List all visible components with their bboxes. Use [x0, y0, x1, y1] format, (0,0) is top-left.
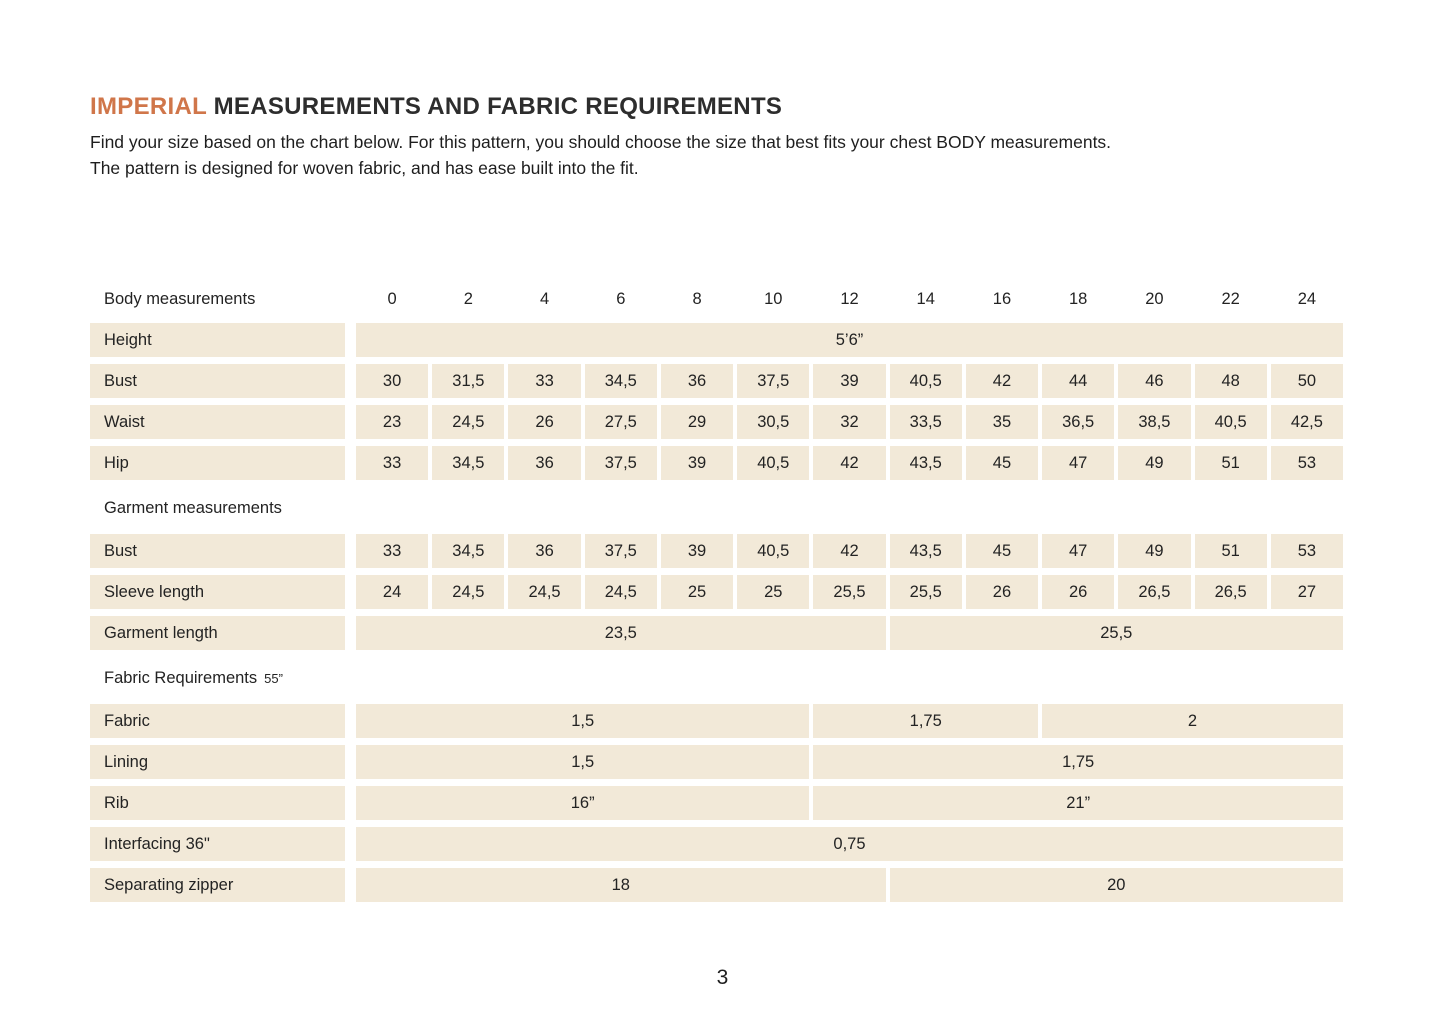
value-cell: 37,5: [737, 364, 809, 398]
value-cell: 33: [508, 364, 580, 398]
intro-line-1: Find your size based on the chart below. For this pattern, you should choose the size that best fits your chest BODY measurements.: [90, 132, 1112, 152]
value-cell: 1,75: [813, 745, 1343, 779]
value-cell: 44: [1042, 364, 1114, 398]
value-cell: 1,75: [813, 704, 1038, 738]
value-cell: 42: [813, 446, 885, 480]
value-cell: 45: [966, 446, 1038, 480]
size-column-header: 22: [1221, 289, 1240, 308]
value-cell: 25,5: [890, 616, 1343, 650]
value-cell: 49: [1118, 534, 1190, 568]
value-cell: 25: [737, 575, 809, 609]
size-chart-table: [90, 282, 1343, 902]
value-cell: 20: [890, 868, 1343, 902]
size-column-header: 16: [992, 289, 1012, 308]
value-cell: 26: [508, 405, 580, 439]
value-cell: 24,5: [585, 575, 657, 609]
intro-line-2: The pattern is designed for woven fabric, and has ease built into the fit.: [90, 157, 639, 178]
page-number: 3: [716, 966, 729, 989]
value-cell: 30: [356, 364, 428, 398]
value-cell: 24,5: [432, 575, 504, 609]
value-cell: 39: [661, 446, 733, 480]
value-cell: 26,5: [1118, 575, 1190, 609]
row-label: Bust: [90, 534, 345, 568]
row-label: Separating zipper: [90, 868, 345, 902]
section-heading-label: Fabric Requirements: [104, 669, 258, 687]
size-column-header: 20: [1145, 289, 1164, 308]
size-column-header: 4: [539, 289, 550, 308]
row-label: Hip: [90, 446, 345, 480]
value-cell: 34,5: [432, 534, 504, 568]
value-cell: 36: [661, 364, 733, 398]
value-cell: 21”: [813, 786, 1343, 820]
value-cell: 26: [1042, 575, 1114, 609]
value-cell: 39: [813, 364, 885, 398]
value-cell: 38,5: [1118, 405, 1190, 439]
section-heading: [90, 487, 1343, 527]
page-title: [90, 93, 1343, 121]
size-column-header: 24: [1297, 289, 1317, 308]
value-cell: 40,5: [737, 534, 809, 568]
value-cell: 33,5: [890, 405, 962, 439]
value-cell: 0,75: [356, 827, 1343, 861]
row-label: Waist: [90, 405, 345, 439]
value-cell: 24,5: [508, 575, 580, 609]
row-label: Fabric: [90, 704, 345, 738]
size-column-header: 6: [616, 289, 626, 308]
row-label: Garment length: [90, 616, 345, 650]
value-cell: 23: [356, 405, 428, 439]
value-cell: 51: [1195, 534, 1267, 568]
value-cell: 47: [1042, 534, 1114, 568]
size-column-header: 2: [463, 289, 473, 308]
value-cell: 24: [356, 575, 428, 609]
value-cell: 27,5: [585, 405, 657, 439]
value-cell: 2: [1042, 704, 1343, 738]
table-corner-label: Body measurements: [104, 289, 256, 308]
value-cell: 47: [1042, 446, 1114, 480]
intro-paragraph: [90, 130, 1343, 181]
value-cell: 53: [1271, 534, 1343, 568]
value-cell: 37,5: [585, 446, 657, 480]
value-cell: 43,5: [890, 446, 962, 480]
value-cell: 26: [966, 575, 1038, 609]
value-cell: 36: [508, 534, 580, 568]
value-cell: 37,5: [585, 534, 657, 568]
row-label: Height: [90, 323, 345, 357]
value-cell: 25: [661, 575, 733, 609]
size-column-header: 14: [916, 289, 935, 308]
value-cell: 42: [966, 364, 1038, 398]
value-cell: 40,5: [890, 364, 962, 398]
value-cell: 48: [1195, 364, 1267, 398]
value-cell: 40,5: [1195, 405, 1267, 439]
row-label: Bust: [90, 364, 345, 398]
value-cell: 39: [661, 534, 733, 568]
value-cell: 32: [813, 405, 885, 439]
value-cell: 16”: [356, 786, 809, 820]
value-cell: 25,5: [890, 575, 962, 609]
value-cell: 45: [966, 534, 1038, 568]
row-label: Lining: [90, 745, 345, 779]
size-column-header: 10: [764, 289, 783, 308]
value-cell: 18: [356, 868, 886, 902]
value-cell: 53: [1271, 446, 1343, 480]
size-column-header: 12: [840, 289, 859, 308]
value-cell: 25,5: [813, 575, 885, 609]
value-cell: 24,5: [432, 405, 504, 439]
section-heading-suffix: 55”: [264, 671, 283, 686]
value-cell: 46: [1118, 364, 1190, 398]
value-cell: 35: [966, 405, 1038, 439]
value-cell: 43,5: [890, 534, 962, 568]
value-cell: 49: [1118, 446, 1190, 480]
value-cell: 5’6”: [356, 323, 1343, 357]
page-title-accent: IMPERIAL: [90, 93, 207, 120]
value-cell: 42,5: [1271, 405, 1343, 439]
row-label: Sleeve length: [90, 575, 345, 609]
size-column-header: 18: [1069, 289, 1088, 308]
section-heading: [90, 657, 1343, 697]
value-cell: 34,5: [585, 364, 657, 398]
value-cell: 1,5: [356, 745, 809, 779]
row-label: Interfacing 36": [90, 827, 345, 861]
value-cell: 33: [356, 446, 428, 480]
value-cell: 1,5: [356, 704, 809, 738]
value-cell: 51: [1195, 446, 1267, 480]
value-cell: 36,5: [1042, 405, 1114, 439]
value-cell: 27: [1271, 575, 1343, 609]
row-label: Rib: [90, 786, 345, 820]
value-cell: 33: [356, 534, 428, 568]
value-cell: 36: [508, 446, 580, 480]
size-column-header: 8: [692, 289, 702, 308]
value-cell: 30,5: [737, 405, 809, 439]
value-cell: 34,5: [432, 446, 504, 480]
section-heading-label: Garment measurements: [104, 499, 282, 517]
value-cell: 23,5: [356, 616, 886, 650]
value-cell: 40,5: [737, 446, 809, 480]
page-content: [90, 93, 1343, 902]
value-cell: 42: [813, 534, 885, 568]
size-column-header: 0: [387, 289, 397, 308]
value-cell: 31,5: [432, 364, 504, 398]
value-cell: 26,5: [1195, 575, 1267, 609]
value-cell: 50: [1271, 364, 1343, 398]
value-cell: 29: [661, 405, 733, 439]
page-title-rest: MEASUREMENTS AND FABRIC REQUIREMENTS: [206, 93, 783, 120]
